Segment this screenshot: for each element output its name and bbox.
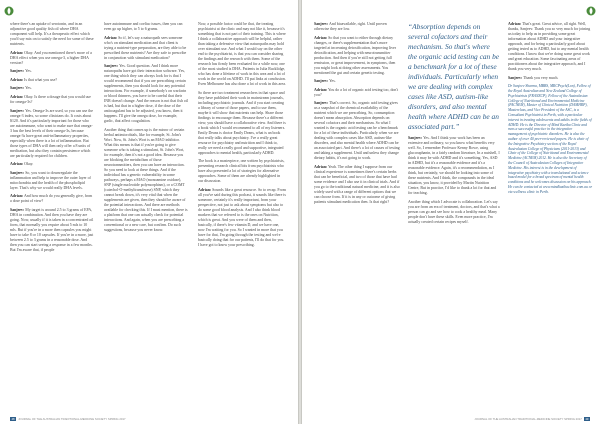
paragraph	[104, 64, 188, 124]
paragraph-text: Yes.	[25, 69, 32, 74]
paragraph-text: That's correct. So, organic acid testing gives us a snapshot of the chemical availability of the nutrient which we are prescribing. So, consumption doesn't mean absorption. Absorption depends on several cofactors and their mechanism. So what I wanted is the organic acid testing can be a benchmark for a lot of these individuals. Particularly when we are dealing with complex cases like ASD, autism-like disorders, and also mental health where ADHD can be an associated part. And there's a lot of causes of testing and taking a supplement. Until and unless they change dietary habits, it's not going to work.	[314, 101, 400, 161]
paragraph	[508, 76, 592, 81]
paragraph-text: The book is a masterpiece, one written by psychiatrists, presenting research clinical bits from psychiatrists who have also presented a lot of strategies for alternative approaches. Some of them are already highlighted in our discussion.	[198, 159, 285, 184]
journal-name: JOURNAL OF THE AUSTRALIAN TRADITIONAL-MEDICINE SOCIETY SPRING 2017	[18, 416, 126, 421]
right-page	[302, 0, 600, 424]
paragraph	[10, 171, 94, 191]
speaker-label: Sanjeev:	[408, 136, 423, 140]
page-number: 49	[585, 416, 589, 421]
paragraph-text: Yes. Good question. And I think more naturopaths have got their interaction software. Yes, one thing which they can always look for is that I would recommend that if you are prescribing certain supplements, then you should look for any potential interactions. For example, if somebody's on warfarin or blood thinners, you have to be careful that their INR doesn't change. And the reason is not that fish oil is bad, but that in a higher dose, if the dose of the anticoagulant has to be adjusted, you know, then it happens. I'll give the omega dose, for example, garlic, that affect coagulation.	[104, 64, 189, 124]
article-column-2-tail	[408, 136, 500, 225]
paragraph	[198, 159, 286, 184]
paragraph	[104, 22, 188, 32]
paragraph	[314, 79, 400, 84]
speaker-label: Sanjeev:	[10, 86, 25, 91]
paragraph-text: Thank you very much.	[523, 75, 559, 80]
speaker-label: Adrian:	[10, 194, 24, 199]
paragraph-text: Yeah. The other thing I suppose from our clinical experience is sometimes there's certain herbs that can be beneficial, and two of those that have had some evidence and I also use it in clinical trials. And if you go to the traditional natural medicine, and it is also widely used with a range of different options that we can choose from. If it is in any or outcome of giving patients stimulant medication then. Is that right?	[314, 164, 400, 204]
paragraph	[10, 194, 94, 204]
speaker-label: Sanjeev:	[10, 170, 25, 175]
paragraph-text: So there are two treatment researchers in that space and they have published their work in mainstream journals, including psychiatric journals. And if you start creating a library of some of those papers, and to use them, maybe it will show that nutrients can help. Share those findings to encourage them. Because there's a different view, you should have a collaborative view. And there is a book which I would recommend to all of my listeners. Emily Deans is doctor Emily Deans, what is an book that really talks about psychiatry. I've a really great resource for psychiatry and nutrition and I think to, really we need a really good and supportive, integrated approaches to mental health, particularly ADHD.	[198, 90, 286, 155]
paragraph	[198, 91, 286, 156]
paragraph	[198, 22, 286, 87]
journal-name: JOURNAL OF THE AUSTRALIAN TRADITIONAL-MEDICINE SOCIETY SPRING 2017	[474, 416, 582, 421]
article-column-1	[10, 22, 94, 257]
speaker-label: Adrian:	[10, 162, 24, 167]
speaker-label: Adrian:	[314, 87, 328, 92]
paragraph-text: My target is around 2.5 to 3 grams of EPA, DHA in combination. And then you have they are going. Now, usually if it is taken in a concentrated oil form, that normally you require about 5 mls to 10 mls. But if you're in a more then capsules you might have to take 8 or 10 capsules. If you're in a more, just between 2.5 to 3 grams in a reasonable dose. And then you can start seeing a response in a few months. But I'm aware that, if people	[10, 207, 94, 252]
speaker-label: Sanjeev:	[314, 79, 329, 84]
author-bio: Dr Sanjeev Sharma, MBBS, MRCPsych(Lon), Fellow of the Royal Australian and New Zealand College of Psychiatrists (FRANZCP), Fellow of the Australasian College of Nutritional and Environmental Medicine (FACNEM), Master of Clinical Nutrition (DAMHRP), Masterclass, and Vice President of the ASC, is a Consultant Psychiatrist in Perth, with a particular interest in treating adolescents and adults in the fields of ADHD. He is the Director of Mind Kaziba Clinic and runs a successful practice in the integrative management of psychiatric disorders. He is also the author of over 40 peer-reviewed papers. He is chair of the Integrative Psychiatry section of the Royal Australasian College of Physicians (2011-2013) and Chair of the College of Nutritional and Environmental Medicine (ACNEM) 2012. He is also the Secretary of the Council of Australasian Colleges of Integrative Medicine. His interest is in the development of integrative psychiatry with a translational and science based model for a broad spectrum of mental health conditions and he welcomes discussion on his approach. He can be contacted at www.mindkazibaclinic.com.au or via wellness clinic in Perth.	[508, 84, 593, 194]
paragraph-text: Another thing which I advocate is collaboration. Let's say you are from an era of treatment, doctors, and that's what a person can go and see how to cook a healthy meal. Many people don't have these skills. Even more practice, I'm actually created certain recipes myself.	[408, 199, 500, 224]
speaker-label: Adrian:	[198, 187, 212, 192]
paragraph	[10, 69, 94, 74]
paragraph-text: where there's an uptake of serotonin, and in an adjunctive good quality fish oil where DHA component will help. It's a therapeutic effect which you'd say mix on to satisfy the need for some of these nutrients.	[10, 22, 94, 46]
paragraph-text: Okay. And you mentioned there's more of a DHA effect when you use omega-3, a higher DHA version?	[10, 50, 92, 65]
paragraph	[508, 22, 592, 72]
paragraph-text: You do a lot of organic acid testing too, don't you?	[314, 87, 399, 97]
article-column-3	[198, 22, 286, 251]
paragraph	[10, 51, 94, 66]
speaker-label: Sanjeev:	[10, 108, 25, 113]
paragraph	[104, 128, 188, 233]
paragraph	[10, 162, 94, 167]
paragraph	[10, 78, 94, 83]
paragraph-text: So if, let's say a naturopath sees someone who's on stimulant medication and that client is trying a nutrient-type preparation, are they able to be prescribed these nutrients? Are they safe to prescribe in conjunction with stimulant medication?	[104, 35, 187, 60]
paragraph	[10, 95, 94, 105]
speaker-label: Adrian:	[104, 35, 118, 40]
paragraph	[198, 188, 286, 248]
paragraph-text: And bioavailable, right. Until proven otherwise they are low.	[314, 22, 387, 31]
paragraph-text: So that you want to either through dietary changes, or there's supplementation that's more targeted at increasing detoxification, improving liver detoxification, and helping with neurotransmitter production. And then if you're still not getting full remission, or great improvement, in symptoms, then you might look at doing other assessments. You mentioned the gut and certain genetic testing.	[314, 35, 397, 75]
paragraph	[314, 36, 400, 76]
paragraph	[408, 200, 500, 225]
paragraph-text: Yes. Omega-3s are used, so you can use the omega-3 index, so some clinicians do. It costs about $120. And it's particularly important for those who are autoimmune, who want to make sure that omega-3 has the best levels of their omega-3s, because omega-3s have great anti-inflammatory properties, especially when there is a lot of inflammation. But those types of DHA will then only offer a 8 units of medication, but also they contain persistence which are particularly required for children.	[10, 108, 93, 158]
pull-quote: “Absorption depends on several cofactors and their mechanism. So that's where the organic acid testing can be a benchmark for a lot of these individuals. Particularly when we are dealing with complex cases like ASD, autism-like disorders, and also mental health where ADHD can be an associated part.”	[408, 22, 500, 131]
speaker-label: Sanjeev:	[10, 207, 25, 212]
speaker-label: Adrian:	[314, 35, 328, 40]
society-logo-icon	[4, 6, 14, 16]
speaker-label: Adrian:	[508, 22, 522, 26]
paragraph	[10, 86, 94, 91]
paragraph-text: Another thing that comes up is the mirror of certain herbal antimicrobials, like for example, St. John's Wort. Now, St. John's Wort is an MAO inhibitor. What this means is that if you're going to give someone who is taking a stimulant, St. John's Wort, for example, then it's not a good idea. Because you are blocking the metabolism of those neurotransmitters, then you can have an interaction. So you need to look at these things. And if the individual has a genetic vulnerability in some pathways, perhaps a MAO (monoamine oxidase), SNP (single nucleotide polymorphism), or a COMT (catechol-O-methyltransferase) SNP, which they cannot break down, it's very vital that when the supplements are given, then they should be aware of the potential interactions. And there are methods available for checking this. If I must mention, there is a platform that one can actually check for potential interactions. And again, when you are prescribing a conventional or a new care, but confirm. Do such suggestions, because you never know.	[104, 127, 188, 232]
speaker-label: Sanjeev:	[508, 75, 523, 80]
paragraph	[10, 109, 94, 159]
interview-closing	[508, 22, 592, 81]
paragraph	[10, 22, 94, 47]
speaker-label: Adrian:	[10, 94, 24, 99]
paragraph-text: Okay.	[24, 162, 34, 167]
society-logo-icon	[586, 6, 596, 16]
speaker-label: Sanjeev:	[314, 22, 329, 26]
paragraph	[314, 165, 400, 205]
paragraph-text: Yes. And I think your work has been an extensive and ordinary, so you know what benefits very well. So, I remember Professor Kenny Rowe, using glucoraphanin, in a fairly random literature, In a nutshell, I think it may be with ADHD and it's something. Yes, ASD in ADHD, but it's a reasonable evidence and it's a reasonable evidence. Again, it's a recommendation, as I think, but certainly, we should be looking into some of these nutrients. And I think, the compounds in the ideal situation, you know, it provided by Martin Nutrition Centre, But in practice, I'd like to thank a lot for that and for teaching.	[408, 136, 500, 195]
paragraph-text: Yes.	[329, 79, 336, 84]
paragraph	[314, 22, 400, 32]
paragraph-text: That's great. Great advice, all right. Well, thanks, Sanjeev. Thank you so very much for joining us today to help us in providing some great information about ADHD and your integrative approach, and for being a particularly good about getting tested as to ADHD, but to any mental health conditions. I know that we're doing some great work and great education. Some fascinating areas of practitioners about the integrative approach, and I thank you very much.	[508, 22, 591, 71]
speaker-label: Sanjeev:	[314, 101, 329, 106]
paragraph	[314, 101, 400, 161]
article-column-2	[408, 22, 500, 228]
page-footer-left	[10, 416, 126, 421]
paragraph-text: Is that what you use?	[24, 77, 58, 82]
paragraph	[408, 136, 500, 196]
paragraph-text: And how much do you generally give, from a dose point of view?	[10, 194, 93, 204]
paragraph-text: Sounds like a great resource. So to recap. From all you've said during this podcast, it sounds like there is someone, certainly it's really important, from your perspective, not just to ask about symptoms but also to do some good blood analysis. And I also think blood markers that we referred to is the ones on Nutrition, which is great. And you were of them and then, basically, if there's few vitamin D, and we have one, now I'm waiting for you. So I wanted in more that you have for that, I'm going through the testing and we're basically doing that for our patients, I'll do that for you. I have got to know your prescribing.	[198, 187, 286, 247]
article-column-1	[314, 22, 400, 209]
paragraph	[314, 88, 400, 98]
paragraph-text: have autoimmune and coeliac issues, then you can even go up higher, to 5 to 6 grams.	[104, 22, 183, 31]
speaker-label: Sanjeev:	[104, 64, 119, 69]
paragraph	[10, 208, 94, 253]
paragraph	[104, 36, 188, 61]
article-column-3	[508, 22, 592, 195]
speaker-label: Adrian:	[10, 77, 24, 82]
paragraph-text: Now, a possible factor could be that, the treating psychiatrist at the clinic and may not like it, because it's something that is not part of their training. This is where I think a collaborative approach will be helpful, rather than taking a defensive view that naturopaths may hold over stimulant use. And what I would say on the other end to the psychiatrist, is that you can consider sharing the findings and the research with them. Some of the research has firmly been evaluated for a while now, one of the most studied is DHA. Patients in Julia Rucklidge, who has done a lifetime of work in this area and a lot of work in the world on ADHD. I'll put links at conclusion. Even Melbourne has also done a lot of work in this area.	[198, 22, 286, 86]
page-footer-right	[474, 416, 590, 421]
left-page	[0, 0, 298, 424]
paragraph-text: So, you want to downregulate the inflammation and help to improve the outer layer of mitochondria and the health of the phospholipid layer. That's why we would really DHA levels.	[10, 170, 91, 190]
speaker-label: Sanjeev:	[10, 69, 25, 74]
paragraph-text: Yes.	[25, 86, 32, 91]
speaker-label: Adrian:	[314, 164, 328, 169]
speaker-label: Adrian:	[10, 50, 24, 55]
article-column-2	[104, 22, 188, 236]
paragraph-text: Okay. Is there a dosage that you would use for omega-3s?	[10, 94, 91, 104]
page-number: 48	[11, 416, 15, 421]
